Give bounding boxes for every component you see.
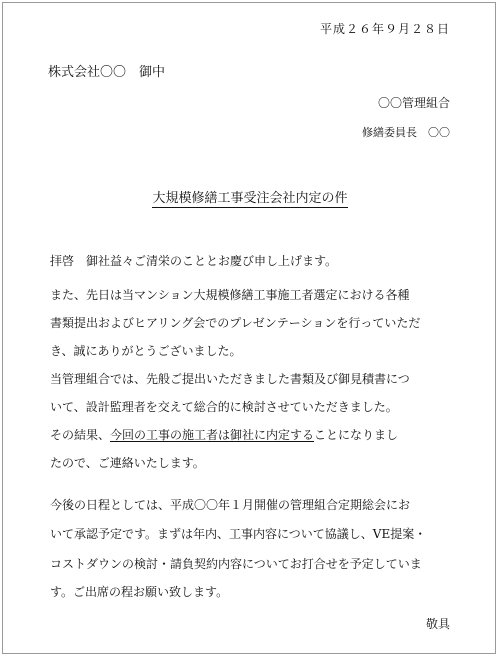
body-line: 今後の日程としては、平成〇〇年１月開催の管理組合定期総会にお — [50, 498, 411, 512]
addressee: 株式会社〇〇 御中 — [48, 65, 166, 80]
letter-subject — [0, 191, 500, 207]
body-text: ことになりまし — [314, 428, 399, 442]
body-line: き、誠にありがとうございました。 — [50, 344, 242, 358]
body-line: たので、ご連絡いたします。 — [50, 456, 205, 470]
underlined-decision-text: 今回の工事の施工者は御社に内定する — [110, 428, 315, 442]
letter-date: 平成２６年９月２８日 — [319, 22, 450, 36]
body-line — [50, 427, 450, 443]
body-line: 当管理組合では、先般ご提出いただきました書類及び御見積書につ — [50, 372, 410, 386]
body-line: いて承認予定です。まずは年内、工事内容について協議し、VE提案・ — [50, 527, 427, 541]
body-line: す。ご出席の程お願い致します。 — [50, 585, 229, 599]
body-line: いて、設計監理者を交えて総合的に検討させていただきました。 — [50, 400, 398, 414]
body-line: 書類提出およびヒアリング会でのプレゼンテーションを行っていただ — [50, 316, 421, 330]
closing-phrase: 敬具 — [425, 617, 450, 631]
subject-text: 大規模修繕工事受注会社内定の件 — [152, 191, 348, 206]
sender-name: 修繕委員長 〇〇 — [362, 126, 450, 139]
body-line: 拝啓 御社益々ご清栄のこととお慶び申し上げます。 — [50, 254, 338, 268]
body-line: コストダウンの検討・請負契約内容についてお打合せを予定していま — [50, 557, 422, 571]
body-line: また、先日は当マンション大規模修繕工事施工者選定における各種 — [50, 288, 410, 302]
body-text: その結果、 — [50, 428, 111, 442]
sender-organization: 〇〇管理組合 — [377, 96, 450, 110]
